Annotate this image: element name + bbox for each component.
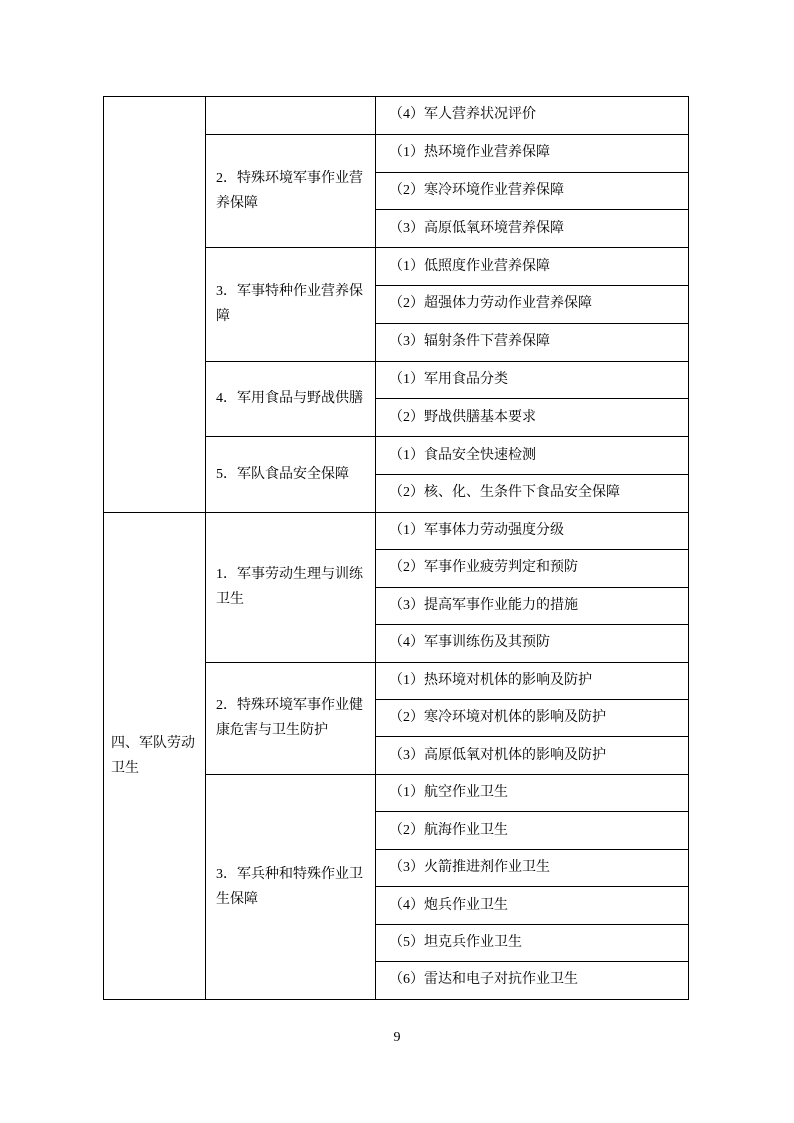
- item-label: （2）超强体力劳动作业营养保障: [389, 296, 592, 312]
- group-cell: [206, 361, 376, 437]
- group-title: 2．特殊环境军事作业营养保障: [216, 170, 363, 211]
- item-cell: [376, 625, 689, 662]
- item-cell: [376, 361, 689, 399]
- group-cell: [206, 97, 376, 135]
- group-cell: [206, 662, 376, 774]
- group-title: 2．特殊环境军事作业健康危害与卫生防护: [216, 698, 363, 739]
- item-label: （3）高原低氧环境营养保障: [389, 220, 564, 236]
- group-cell: [206, 248, 376, 361]
- group-title: 3．军事特种作业营养保障: [216, 284, 363, 325]
- item-label: （3）辐射条件下营养保障: [389, 334, 550, 350]
- item-label: （3）提高军事作业能力的措施: [389, 597, 578, 613]
- item-label: （5）坦克兵作业卫生: [389, 934, 522, 950]
- item-cell: [376, 399, 689, 437]
- item-cell: [376, 210, 689, 248]
- item-label: （2）核、化、生条件下食品安全保障: [389, 485, 620, 501]
- item-label: （2）野战供膳基本要求: [389, 409, 536, 425]
- syllabus-table-body: [104, 97, 689, 1000]
- item-cell: [376, 774, 689, 811]
- item-cell: [376, 97, 689, 135]
- category-cell: [104, 97, 206, 513]
- item-label: （2）军事作业疲劳判定和预防: [389, 560, 578, 576]
- item-cell: [376, 849, 689, 886]
- group-cell: [206, 134, 376, 247]
- item-label: （1）食品安全快速检测: [389, 447, 536, 463]
- item-cell: [376, 248, 689, 286]
- item-cell: [376, 587, 689, 624]
- table-row: [104, 512, 689, 549]
- item-cell: [376, 437, 689, 475]
- item-cell: [376, 812, 689, 849]
- item-label: （4）炮兵作业卫生: [389, 897, 508, 913]
- group-cell: [206, 774, 376, 999]
- item-cell: [376, 550, 689, 587]
- item-cell: [376, 474, 689, 512]
- category-cell: [104, 512, 206, 999]
- group-cell: [206, 437, 376, 513]
- item-cell: [376, 285, 689, 323]
- item-cell: [376, 662, 689, 699]
- item-label: （1）军用食品分类: [389, 371, 508, 387]
- item-cell: [376, 134, 689, 172]
- item-label: （3）高原低氧对机体的影响及防护: [389, 747, 606, 763]
- syllabus-table: [103, 96, 689, 1000]
- item-cell: [376, 887, 689, 924]
- item-label: （6）雷达和电子对抗作业卫生: [389, 972, 578, 988]
- item-cell: [376, 172, 689, 210]
- item-label: （1）热环境对机体的影响及防护: [389, 672, 592, 688]
- group-title: 1．军事劳动生理与训练卫生: [216, 567, 363, 608]
- item-label: （2）航海作业卫生: [389, 822, 508, 838]
- item-label: （4）军事训练伤及其预防: [389, 635, 550, 651]
- table-row: [104, 97, 689, 135]
- item-label: （4）军人营养状况评价: [389, 107, 536, 123]
- item-label: （1）低照度作业营养保障: [389, 258, 550, 274]
- group-title: 5．军队食品安全保障: [216, 466, 349, 482]
- item-cell: [376, 323, 689, 361]
- item-cell: [376, 924, 689, 961]
- group-title: 3．军兵种和特殊作业卫生保障: [216, 866, 363, 907]
- item-cell: [376, 700, 689, 737]
- item-cell: [376, 512, 689, 549]
- item-label: （1）热环境作业营养保障: [389, 145, 550, 161]
- item-label: （2）寒冷环境作业营养保障: [389, 182, 564, 198]
- item-label: （2）寒冷环境对机体的影响及防护: [389, 710, 606, 726]
- item-label: （1）航空作业卫生: [389, 785, 508, 801]
- group-cell: [206, 512, 376, 662]
- page-number: 9: [393, 1030, 401, 1045]
- item-label: （3）火箭推进剂作业卫生: [389, 860, 550, 876]
- item-cell: [376, 737, 689, 774]
- category-label: 四、军队劳动卫生: [111, 735, 195, 776]
- group-title: 4．军用食品与野战供膳: [216, 391, 363, 407]
- item-label: （1）军事体力劳动强度分级: [389, 522, 564, 538]
- item-cell: [376, 962, 689, 999]
